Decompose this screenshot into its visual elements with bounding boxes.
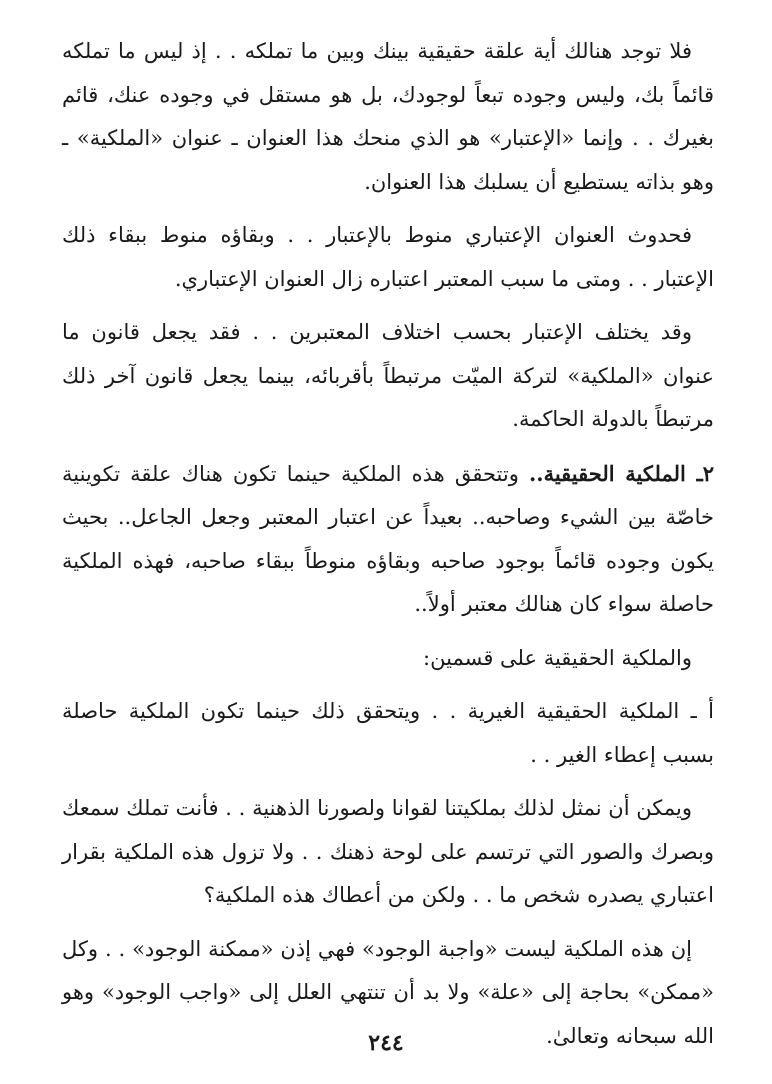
paragraph-1: فلا توجد هنالك أية علقة حقيقية بينك وبين ما تملكه . . إذ ليس ما تملكه قائماً بك، وليس وجوده تبعاً لوجودك، بل هو مستقل في وجوده عنك، قائم بغيرك . . وإنما «الإعتبار» هو الذي منحك هذا العنوان ـ عنوان «الملكية» ـ وهو بذاته يستطيع أن يسلبك هذا العنوان. xyxy=(62,39,714,194)
section-2-paragraph xyxy=(62,452,714,627)
paragraph-5: أ ـ الملكية الحقيقية الغيرية . . ويتحقق ذلك حينما تكون الملكية حاصلة بسبب إعطاء الغير . . xyxy=(62,699,714,767)
paragraph-3: وقد يختلف الإعتبار بحسب اختلاف المعتبرين . . فقد يجعل قانون ما عنوان «الملكية» لتركة الميّت مرتبطاً بأقربائه، بينما يجعل قانون آخر ذلك مرتبطاً بالدولة الحاكمة. xyxy=(62,320,714,431)
paragraph-4: والملكية الحقيقية على قسمين: xyxy=(423,645,692,670)
paragraph-2: فحدوث العنوان الإعتباري منوط بالإعتبار . . وبقاؤه منوط ببقاء ذلك الإعتبار . . ومتى ما سبب المعتبر اعتباره زال العنوان الإعتباري. xyxy=(62,223,714,291)
page-body xyxy=(62,30,714,1068)
paragraph-7: إن هذه الملكية ليست «واجبة الوجود» فهي إذن «ممكنة الوجود» . . وكل «ممكن» بحاجة إلى «علة» ولا بد أن تنتهي العلل إلى «واجب الوجود» وهو الله سبحانه وتعالىٰ. xyxy=(62,936,714,1048)
section-2-heading: ٢ـ الملكية الحقيقية.. xyxy=(528,460,714,486)
paragraph-6: ويمكن أن نمثل لذلك بملكيتنا لقوانا ولصورنا الذهنية . . فأنت تملك سمعك وبصرك والصور التي ترتسم على لوحة ذهنك . . ولا تزول هذه الملكية بقرار اعتباري يصدره شخص ما . . ولكن من أعطاك هذه الملكية؟ xyxy=(62,796,714,907)
page-number: ٢٤٤ xyxy=(368,1030,404,1056)
section-2-text: وتتحقق هذه الملكية حينما تكون هناك علقة تكوينية خاصّة بين الشيء وصاحبه.. بعيداً عن اعتبار المعتبر وجعل الجاعل.. بحيث يكون وجوده قائماً بوجود صاحبه وبقاؤه منوطاً ببقاء صاحبه، فهذه الملكية حاصلة سواء كان هنالك معتبر أولاً.. xyxy=(62,461,714,616)
